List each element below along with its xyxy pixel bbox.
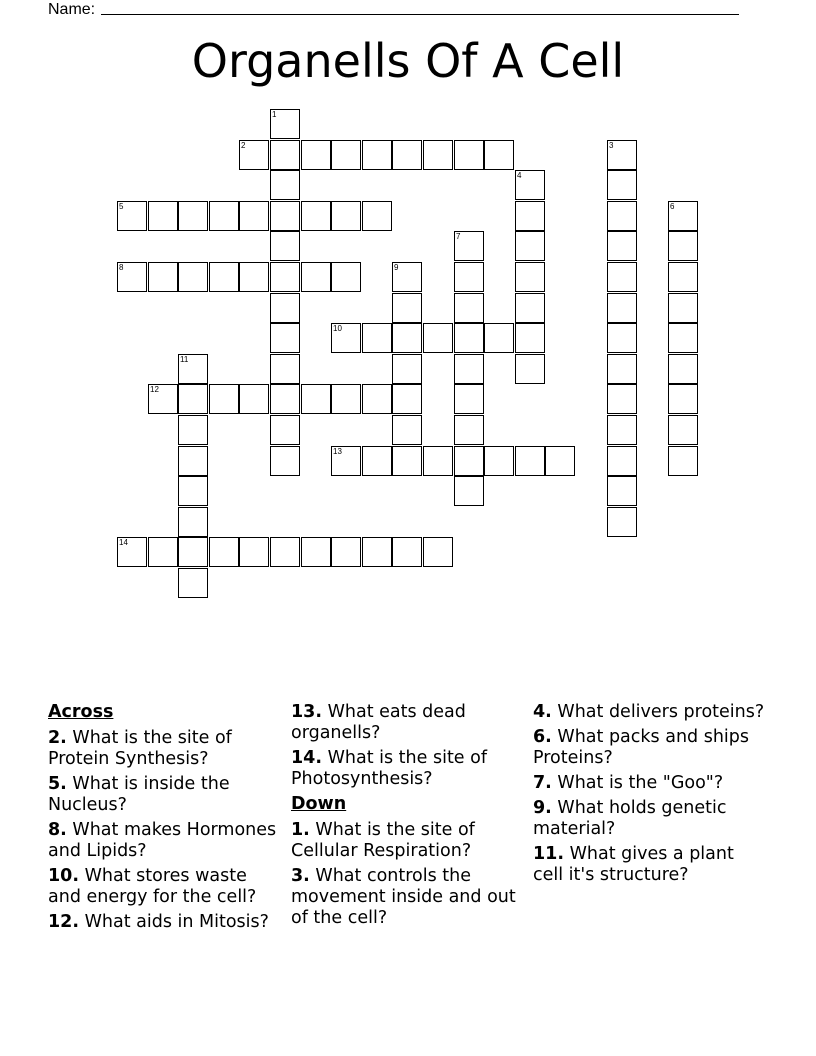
grid-cell[interactable]	[607, 354, 637, 384]
across-clue-2: 2. What is the site of Protein Synthesis?	[48, 728, 232, 769]
grid-cell[interactable]	[270, 109, 300, 139]
across-heading: Across	[48, 702, 114, 722]
down-clue-1: 1. What is the site of Cellular Respiration?	[291, 820, 475, 861]
grid-cell[interactable]	[454, 323, 484, 353]
grid-cell[interactable]	[668, 415, 698, 445]
grid-cell[interactable]	[301, 537, 331, 567]
grid-cell[interactable]	[668, 231, 698, 261]
puzzle-title: Organells Of A Cell	[191, 34, 625, 88]
down-clue-3: 3. What controls the movement inside and out of the cell?	[291, 866, 516, 928]
grid-cell[interactable]	[454, 354, 484, 384]
grid-cell[interactable]	[178, 262, 208, 292]
down-clue-6: 6. What packs and ships Proteins?	[533, 727, 750, 768]
cell-number: 13	[333, 447, 342, 456]
cell-number: 6	[670, 202, 675, 211]
grid-cell[interactable]	[362, 323, 392, 353]
grid-cell[interactable]	[545, 446, 575, 476]
grid-cell[interactable]	[423, 323, 453, 353]
grid-cell[interactable]	[331, 201, 361, 231]
grid-cell[interactable]	[454, 476, 484, 506]
grid-cell[interactable]	[301, 140, 331, 170]
grid-cell[interactable]	[362, 384, 392, 414]
grid-cell[interactable]	[239, 201, 269, 231]
grid-cell[interactable]	[668, 446, 698, 476]
cell-number: 11	[180, 355, 189, 364]
grid-cell[interactable]	[362, 201, 392, 231]
cell-number: 12	[150, 385, 159, 394]
grid-cell[interactable]	[331, 446, 361, 476]
grid-cell[interactable]	[454, 262, 484, 292]
cell-number: 7	[456, 232, 461, 241]
across-clue-12: 12. What aids in Mitosis?	[48, 912, 269, 932]
grid-cell[interactable]	[239, 262, 269, 292]
grid-cell[interactable]	[362, 140, 392, 170]
grid-cell[interactable]	[117, 262, 147, 292]
grid-cell[interactable]	[484, 140, 514, 170]
grid-cell[interactable]	[148, 262, 178, 292]
grid-cell[interactable]	[270, 201, 300, 231]
grid-cell[interactable]	[331, 323, 361, 353]
grid-cell[interactable]	[270, 415, 300, 445]
grid-cell[interactable]	[178, 354, 208, 384]
grid-cell[interactable]	[607, 293, 637, 323]
grid-cell[interactable]	[392, 537, 422, 567]
across-clue-5: 5. What is inside the Nucleus?	[48, 774, 230, 815]
grid-cell[interactable]	[454, 140, 484, 170]
clues-column-1	[48, 702, 280, 937]
cell-number: 3	[609, 141, 614, 150]
grid-cell[interactable]	[607, 231, 637, 261]
grid-cell[interactable]	[148, 537, 178, 567]
grid-cell[interactable]	[392, 384, 422, 414]
name-label: Name:	[48, 1, 96, 18]
down-clue-7: 7. What is the "Goo"?	[533, 773, 724, 793]
grid-cell[interactable]	[178, 568, 208, 598]
grid-cell[interactable]	[668, 323, 698, 353]
across-clue-10: 10. What stores waste and energy for the cell?	[48, 866, 257, 907]
grid-cell[interactable]	[331, 384, 361, 414]
grid-cell[interactable]	[239, 537, 269, 567]
grid-cell[interactable]	[607, 140, 637, 170]
grid-cell[interactable]	[178, 446, 208, 476]
grid-cell[interactable]	[668, 384, 698, 414]
grid-cell[interactable]	[270, 262, 300, 292]
grid-cell[interactable]	[392, 446, 422, 476]
grid-cell[interactable]	[392, 323, 422, 353]
grid-cell[interactable]	[607, 262, 637, 292]
grid-cell[interactable]	[178, 384, 208, 414]
grid-cell[interactable]	[148, 201, 178, 231]
down-clue-4: 4. What delivers proteins?	[533, 702, 765, 722]
grid-cell[interactable]	[423, 140, 453, 170]
grid-cell[interactable]	[209, 201, 239, 231]
cell-number: 4	[517, 171, 522, 180]
grid-cell[interactable]	[515, 293, 545, 323]
cell-number: 8	[119, 263, 124, 272]
clues-column-2	[291, 702, 523, 933]
across-clue-14: 14. What is the site of Photosynthesis?	[291, 748, 487, 789]
grid-cell[interactable]	[515, 323, 545, 353]
grid-cell[interactable]	[515, 446, 545, 476]
cell-number: 2	[241, 141, 246, 150]
grid-cell[interactable]	[301, 201, 331, 231]
grid-cell[interactable]	[239, 384, 269, 414]
grid-cell[interactable]	[515, 354, 545, 384]
grid-cell[interactable]	[392, 354, 422, 384]
grid-cell[interactable]	[515, 201, 545, 231]
grid-cell[interactable]	[178, 201, 208, 231]
grid-cell[interactable]	[454, 415, 484, 445]
cell-number: 9	[394, 263, 399, 272]
grid-cell[interactable]	[607, 415, 637, 445]
grid-cell[interactable]	[209, 262, 239, 292]
grid-cell[interactable]	[454, 446, 484, 476]
grid-cell[interactable]	[607, 323, 637, 353]
grid-cell[interactable]	[117, 537, 147, 567]
grid-cell[interactable]	[331, 262, 361, 292]
grid-cell[interactable]	[668, 201, 698, 231]
down-clue-9: 9. What holds genetic material?	[533, 798, 727, 839]
grid-cell[interactable]	[454, 293, 484, 323]
grid-cell[interactable]	[607, 446, 637, 476]
grid-cell[interactable]	[239, 140, 269, 170]
grid-cell[interactable]	[484, 323, 514, 353]
grid-cell[interactable]	[270, 170, 300, 200]
grid-cell[interactable]	[423, 537, 453, 567]
grid-cell[interactable]	[270, 140, 300, 170]
grid-cell[interactable]	[301, 262, 331, 292]
grid-cell[interactable]	[392, 293, 422, 323]
grid-cell[interactable]	[148, 384, 178, 414]
grid-cell[interactable]	[607, 507, 637, 537]
grid-cell[interactable]	[270, 446, 300, 476]
grid-cell[interactable]	[515, 262, 545, 292]
grid-cell[interactable]	[362, 537, 392, 567]
grid-cell[interactable]	[607, 384, 637, 414]
cell-number: 5	[119, 202, 124, 211]
cell-number: 10	[333, 324, 342, 333]
grid-cell[interactable]	[607, 170, 637, 200]
grid-cell[interactable]	[209, 537, 239, 567]
grid-cell[interactable]	[392, 262, 422, 292]
clues-column-3	[533, 702, 765, 890]
grid-cell[interactable]	[270, 384, 300, 414]
grid-cell[interactable]	[178, 476, 208, 506]
grid-cell[interactable]	[607, 476, 637, 506]
grid-cell[interactable]	[515, 170, 545, 200]
grid-cell[interactable]	[362, 446, 392, 476]
grid-cell[interactable]	[178, 537, 208, 567]
across-clue-8: 8. What makes Hormones and Lipids?	[48, 820, 277, 861]
grid-cell[interactable]	[270, 293, 300, 323]
grid-cell[interactable]	[607, 201, 637, 231]
across-clue-13: 13. What eats dead organells?	[291, 702, 466, 743]
grid-cell[interactable]	[423, 446, 453, 476]
grid-cell[interactable]	[454, 231, 484, 261]
grid-cell[interactable]	[668, 262, 698, 292]
grid-cell[interactable]	[178, 415, 208, 445]
down-heading: Down	[291, 794, 347, 814]
grid-cell[interactable]	[270, 537, 300, 567]
grid-cell[interactable]	[209, 384, 239, 414]
grid-cell[interactable]	[392, 415, 422, 445]
cell-number: 14	[119, 538, 128, 547]
grid-cell[interactable]	[117, 201, 147, 231]
grid-cell[interactable]	[301, 384, 331, 414]
grid-cell[interactable]	[454, 384, 484, 414]
down-clue-11: 11. What gives a plant cell it's structure?	[533, 844, 734, 885]
grid-cell[interactable]	[178, 507, 208, 537]
grid-cell[interactable]	[392, 140, 422, 170]
grid-cell[interactable]	[270, 323, 300, 353]
grid-cell[interactable]	[515, 231, 545, 261]
grid-cell[interactable]	[668, 293, 698, 323]
grid-cell[interactable]	[484, 446, 514, 476]
grid-cell[interactable]	[668, 354, 698, 384]
grid-cell[interactable]	[331, 140, 361, 170]
cell-number: 1	[272, 110, 277, 119]
grid-cell[interactable]	[270, 231, 300, 261]
grid-cell[interactable]	[270, 354, 300, 384]
grid-cell[interactable]	[331, 537, 361, 567]
